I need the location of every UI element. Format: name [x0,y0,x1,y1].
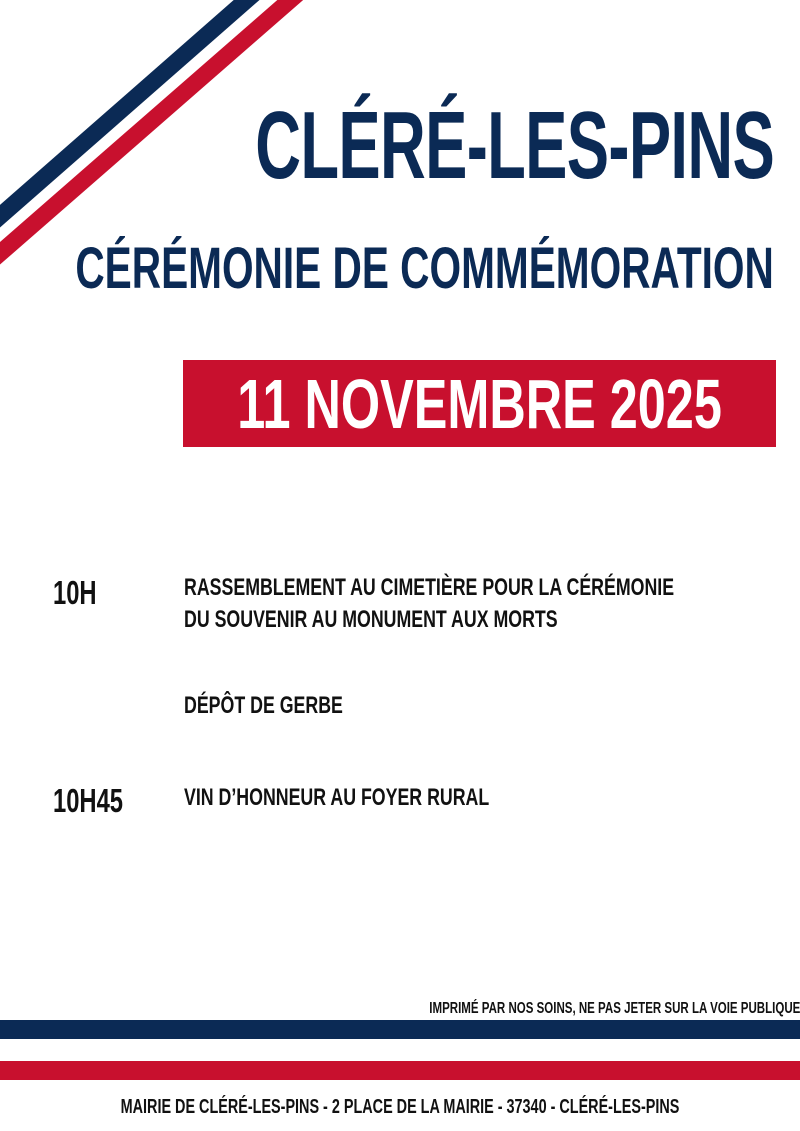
town-title: CLÉRÉ-LES-PINS [255,92,774,199]
program-time-10h: 10H [53,574,97,611]
ceremony-title: CÉRÉMONIE DE COMMÉMORATION [75,236,774,301]
program-item-wreath-laying: DÉPÔT DE GERBE [184,692,343,719]
program-time-10h45: 10H45 [53,782,124,819]
program-item-reception: VIN D’HONNEUR AU FOYER RURAL [184,784,490,811]
date-text: 11 NOVEMBRE 2025 [237,364,722,443]
program-item-gathering-line-1: RASSEMBLEMENT AU CIMETIÈRE POUR LA CÉRÉMONIE [184,574,675,601]
footer-red-stripe [0,1061,800,1080]
footer-address-text: MAIRIE DE CLÉRÉ-LES-PINS - 2 PLACE DE LA MAIRIE - 37340 - CLÉRÉ-LES-PINS [120,1096,680,1118]
date-banner [183,360,776,447]
ribbon-blue-stripe [0,0,258,225]
footer-blue-stripe [0,1020,800,1039]
footer-address [0,1097,800,1117]
print-notice: IMPRIMÉ PAR NOS SOINS, NE PAS JETER SUR LA VOIE PUBLIQUE [428,1000,800,1017]
program-item-gathering-line-2: DU SOUVENIR AU MONUMENT AUX MORTS [184,606,558,633]
